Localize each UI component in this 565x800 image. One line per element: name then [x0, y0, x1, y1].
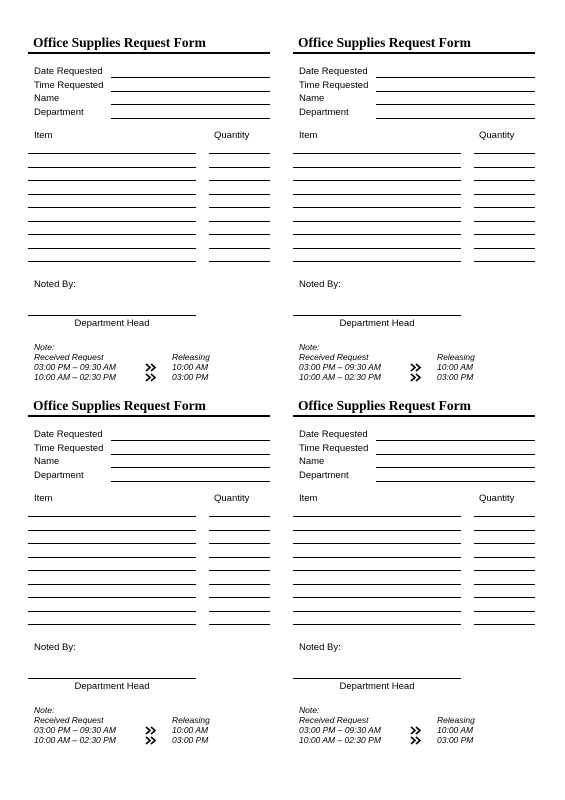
quantity-column-header: Quantity: [479, 130, 515, 141]
item-entry-line[interactable]: [28, 570, 196, 571]
field-label: Name: [299, 456, 325, 467]
fill-line[interactable]: [111, 118, 270, 119]
quantity-entry-line[interactable]: [209, 516, 270, 517]
quantity-entry-line[interactable]: [474, 194, 535, 195]
quantity-entry-line[interactable]: [209, 543, 270, 544]
quantity-entry-line[interactable]: [209, 167, 270, 168]
quantity-entry-line[interactable]: [209, 207, 270, 208]
quantity-column-header: Quantity: [479, 493, 515, 504]
item-entry-line[interactable]: [28, 557, 196, 558]
item-entry-line[interactable]: [293, 597, 461, 598]
quantity-entry-line[interactable]: [474, 153, 535, 154]
title-divider: [28, 52, 270, 54]
note-label: Note:: [299, 705, 320, 715]
releasing-time-1: 10:00 AM: [172, 725, 209, 735]
item-column-header: Item: [299, 130, 318, 141]
field-label: Name: [34, 456, 60, 467]
releasing-time-1: 10:00 AM: [172, 362, 209, 372]
double-chevron-right-icon: [145, 373, 157, 382]
item-entry-line[interactable]: [28, 543, 196, 544]
field-label: Department: [299, 469, 349, 481]
quantity-entry-line[interactable]: [209, 234, 270, 235]
item-entry-line[interactable]: [293, 570, 461, 571]
quantity-entry-line[interactable]: [474, 234, 535, 235]
fill-line[interactable]: [376, 77, 535, 78]
quantity-entry-line[interactable]: [209, 261, 270, 262]
quantity-entry-line[interactable]: [209, 248, 270, 249]
signature-line[interactable]: [28, 315, 196, 316]
noted-by-label: Noted By:: [299, 642, 341, 653]
note-label: Note:: [34, 705, 55, 715]
item-entry-line[interactable]: [293, 611, 461, 612]
quantity-entry-line[interactable]: [474, 516, 535, 517]
quantity-entry-line[interactable]: [209, 530, 270, 531]
item-entry-line[interactable]: [293, 516, 461, 517]
item-entry-line[interactable]: [293, 248, 461, 249]
signature-caption: Department Head: [74, 681, 150, 692]
fill-line[interactable]: [376, 454, 535, 455]
item-entry-line[interactable]: [28, 584, 196, 585]
quantity-entry-line[interactable]: [474, 597, 535, 598]
item-entry-line[interactable]: [293, 221, 461, 222]
releasing-label: Releasing: [172, 715, 210, 725]
date-requested-field[interactable]: [299, 429, 535, 443]
fill-line[interactable]: [111, 440, 270, 441]
item-column-header: Item: [34, 493, 53, 504]
received-time-1: 03:00 PM – 09:30 AM: [299, 362, 381, 372]
releasing-label: Releasing: [172, 352, 210, 362]
item-entry-line[interactable]: [28, 180, 196, 181]
item-entry-line[interactable]: [28, 234, 196, 235]
quantity-entry-line[interactable]: [474, 167, 535, 168]
item-entry-line[interactable]: [293, 557, 461, 558]
quantity-entry-line[interactable]: [474, 570, 535, 571]
request-form: [28, 35, 271, 390]
signature-line[interactable]: [293, 315, 461, 316]
quantity-column-header: Quantity: [214, 493, 250, 504]
form-title: Office Supplies Request Form: [298, 35, 471, 50]
quantity-entry-line[interactable]: [474, 611, 535, 612]
date-requested-field[interactable]: [299, 66, 535, 80]
signature-caption: Department Head: [74, 318, 150, 329]
double-chevron-right-icon: [145, 736, 157, 745]
quantity-entry-line[interactable]: [474, 248, 535, 249]
noted-by-label: Noted By:: [34, 642, 76, 653]
name-field[interactable]: [34, 93, 270, 107]
fill-line[interactable]: [111, 91, 270, 92]
quantity-entry-line[interactable]: [474, 584, 535, 585]
field-label: Name: [299, 93, 325, 104]
date-requested-field[interactable]: [34, 429, 270, 443]
item-column-header: Item: [299, 493, 318, 504]
title-divider: [28, 415, 270, 417]
double-chevron-right-icon: [410, 726, 422, 735]
signature-caption: Department Head: [339, 318, 415, 329]
fill-line[interactable]: [376, 104, 535, 105]
item-entry-line[interactable]: [293, 153, 461, 154]
item-entry-line[interactable]: [293, 261, 461, 262]
time-requested-field[interactable]: [299, 80, 535, 94]
quantity-entry-line[interactable]: [474, 624, 535, 625]
quantity-entry-line[interactable]: [209, 557, 270, 558]
field-label: Date Requested: [299, 429, 368, 440]
quantity-entry-line[interactable]: [209, 194, 270, 195]
item-entry-line[interactable]: [28, 207, 196, 208]
quantity-entry-line[interactable]: [209, 597, 270, 598]
field-label: Date Requested: [34, 429, 103, 440]
item-entry-line[interactable]: [28, 248, 196, 249]
fill-line[interactable]: [111, 77, 270, 78]
title-divider: [293, 52, 535, 54]
quantity-entry-line[interactable]: [474, 530, 535, 531]
quantity-entry-line[interactable]: [474, 221, 535, 222]
quantity-entry-line[interactable]: [474, 207, 535, 208]
item-entry-line[interactable]: [293, 624, 461, 625]
item-entry-line[interactable]: [293, 194, 461, 195]
quantity-entry-line[interactable]: [474, 180, 535, 181]
item-entry-line[interactable]: [293, 530, 461, 531]
double-chevron-right-icon: [410, 363, 422, 372]
item-entry-line[interactable]: [293, 584, 461, 585]
received-request-label: Received Request: [299, 715, 369, 725]
item-entry-line[interactable]: [28, 261, 196, 262]
quantity-entry-line[interactable]: [474, 557, 535, 558]
double-chevron-right-icon: [145, 726, 157, 735]
noted-by-label: Noted By:: [34, 279, 76, 290]
item-entry-line[interactable]: [293, 167, 461, 168]
releasing-time-2: 03:00 PM: [172, 372, 209, 382]
fill-line[interactable]: [111, 454, 270, 455]
date-requested-field[interactable]: [34, 66, 270, 80]
quantity-entry-line[interactable]: [209, 611, 270, 612]
quantity-entry-line[interactable]: [474, 261, 535, 262]
fill-line[interactable]: [111, 481, 270, 482]
quantity-entry-line[interactable]: [209, 570, 270, 571]
received-time-2: 10:00 AM – 02:30 PM: [299, 735, 381, 745]
field-label: Date Requested: [299, 66, 368, 77]
noted-by-label: Noted By:: [299, 279, 341, 290]
time-requested-field[interactable]: [299, 443, 535, 457]
received-time-2: 10:00 AM – 02:30 PM: [299, 372, 381, 382]
field-label: Time Requested: [34, 79, 104, 91]
item-entry-line[interactable]: [28, 624, 196, 625]
signature-line[interactable]: [28, 678, 196, 679]
fill-line[interactable]: [376, 118, 535, 119]
field-label: Name: [34, 93, 60, 104]
received-time-2: 10:00 AM – 02:30 PM: [34, 372, 116, 382]
fill-line[interactable]: [111, 104, 270, 105]
received-request-label: Received Request: [34, 715, 104, 725]
request-form: [293, 398, 536, 753]
fill-line[interactable]: [376, 481, 535, 482]
quantity-entry-line[interactable]: [474, 543, 535, 544]
received-request-label: Received Request: [34, 352, 104, 362]
received-time-1: 03:00 PM – 09:30 AM: [34, 725, 116, 735]
department-field[interactable]: [299, 470, 535, 484]
fill-line[interactable]: [111, 467, 270, 468]
releasing-label: Releasing: [437, 715, 475, 725]
item-entry-line[interactable]: [293, 207, 461, 208]
department-field[interactable]: [34, 470, 270, 484]
item-column-header: Item: [34, 130, 53, 141]
item-entry-line[interactable]: [293, 234, 461, 235]
field-label: Time Requested: [34, 442, 104, 454]
field-label: Date Requested: [34, 66, 103, 77]
quantity-entry-line[interactable]: [209, 624, 270, 625]
item-entry-line[interactable]: [28, 221, 196, 222]
releasing-label: Releasing: [437, 352, 475, 362]
releasing-time-1: 10:00 AM: [437, 725, 474, 735]
name-field[interactable]: [299, 93, 535, 107]
form-title: Office Supplies Request Form: [33, 398, 206, 413]
field-label: Time Requested: [299, 79, 369, 91]
title-divider: [293, 415, 535, 417]
fill-line[interactable]: [376, 467, 535, 468]
department-field[interactable]: [34, 107, 270, 121]
item-entry-line[interactable]: [28, 153, 196, 154]
field-label: Department: [299, 106, 349, 118]
form-title: Office Supplies Request Form: [298, 398, 471, 413]
form-title: Office Supplies Request Form: [33, 35, 206, 50]
quantity-column-header: Quantity: [214, 130, 250, 141]
received-request-label: Received Request: [299, 352, 369, 362]
department-field[interactable]: [299, 107, 535, 121]
name-field[interactable]: [299, 456, 535, 470]
field-label: Time Requested: [299, 442, 369, 454]
field-label: Department: [34, 106, 84, 118]
field-label: Department: [34, 469, 84, 481]
item-entry-line[interactable]: [28, 194, 196, 195]
releasing-time-1: 10:00 AM: [437, 362, 474, 372]
item-entry-line[interactable]: [28, 167, 196, 168]
releasing-time-2: 03:00 PM: [172, 735, 209, 745]
received-time-1: 03:00 PM – 09:30 AM: [299, 725, 381, 735]
received-time-1: 03:00 PM – 09:30 AM: [34, 362, 116, 372]
fill-line[interactable]: [376, 91, 535, 92]
item-entry-line[interactable]: [293, 180, 461, 181]
quantity-entry-line[interactable]: [209, 584, 270, 585]
double-chevron-right-icon: [410, 373, 422, 382]
item-entry-line[interactable]: [293, 543, 461, 544]
request-form: [293, 35, 536, 390]
double-chevron-right-icon: [410, 736, 422, 745]
item-entry-line[interactable]: [28, 516, 196, 517]
note-label: Note:: [34, 342, 55, 352]
request-form: [28, 398, 271, 753]
releasing-time-2: 03:00 PM: [437, 735, 474, 745]
received-time-2: 10:00 AM – 02:30 PM: [34, 735, 116, 745]
signature-line[interactable]: [293, 678, 461, 679]
name-field[interactable]: [34, 456, 270, 470]
time-requested-field[interactable]: [34, 80, 270, 94]
time-requested-field[interactable]: [34, 443, 270, 457]
signature-caption: Department Head: [339, 681, 415, 692]
fill-line[interactable]: [376, 440, 535, 441]
double-chevron-right-icon: [145, 363, 157, 372]
quantity-entry-line[interactable]: [209, 221, 270, 222]
item-entry-line[interactable]: [28, 611, 196, 612]
quantity-entry-line[interactable]: [209, 153, 270, 154]
note-label: Note:: [299, 342, 320, 352]
quantity-entry-line[interactable]: [209, 180, 270, 181]
item-entry-line[interactable]: [28, 597, 196, 598]
item-entry-line[interactable]: [28, 530, 196, 531]
releasing-time-2: 03:00 PM: [437, 372, 474, 382]
